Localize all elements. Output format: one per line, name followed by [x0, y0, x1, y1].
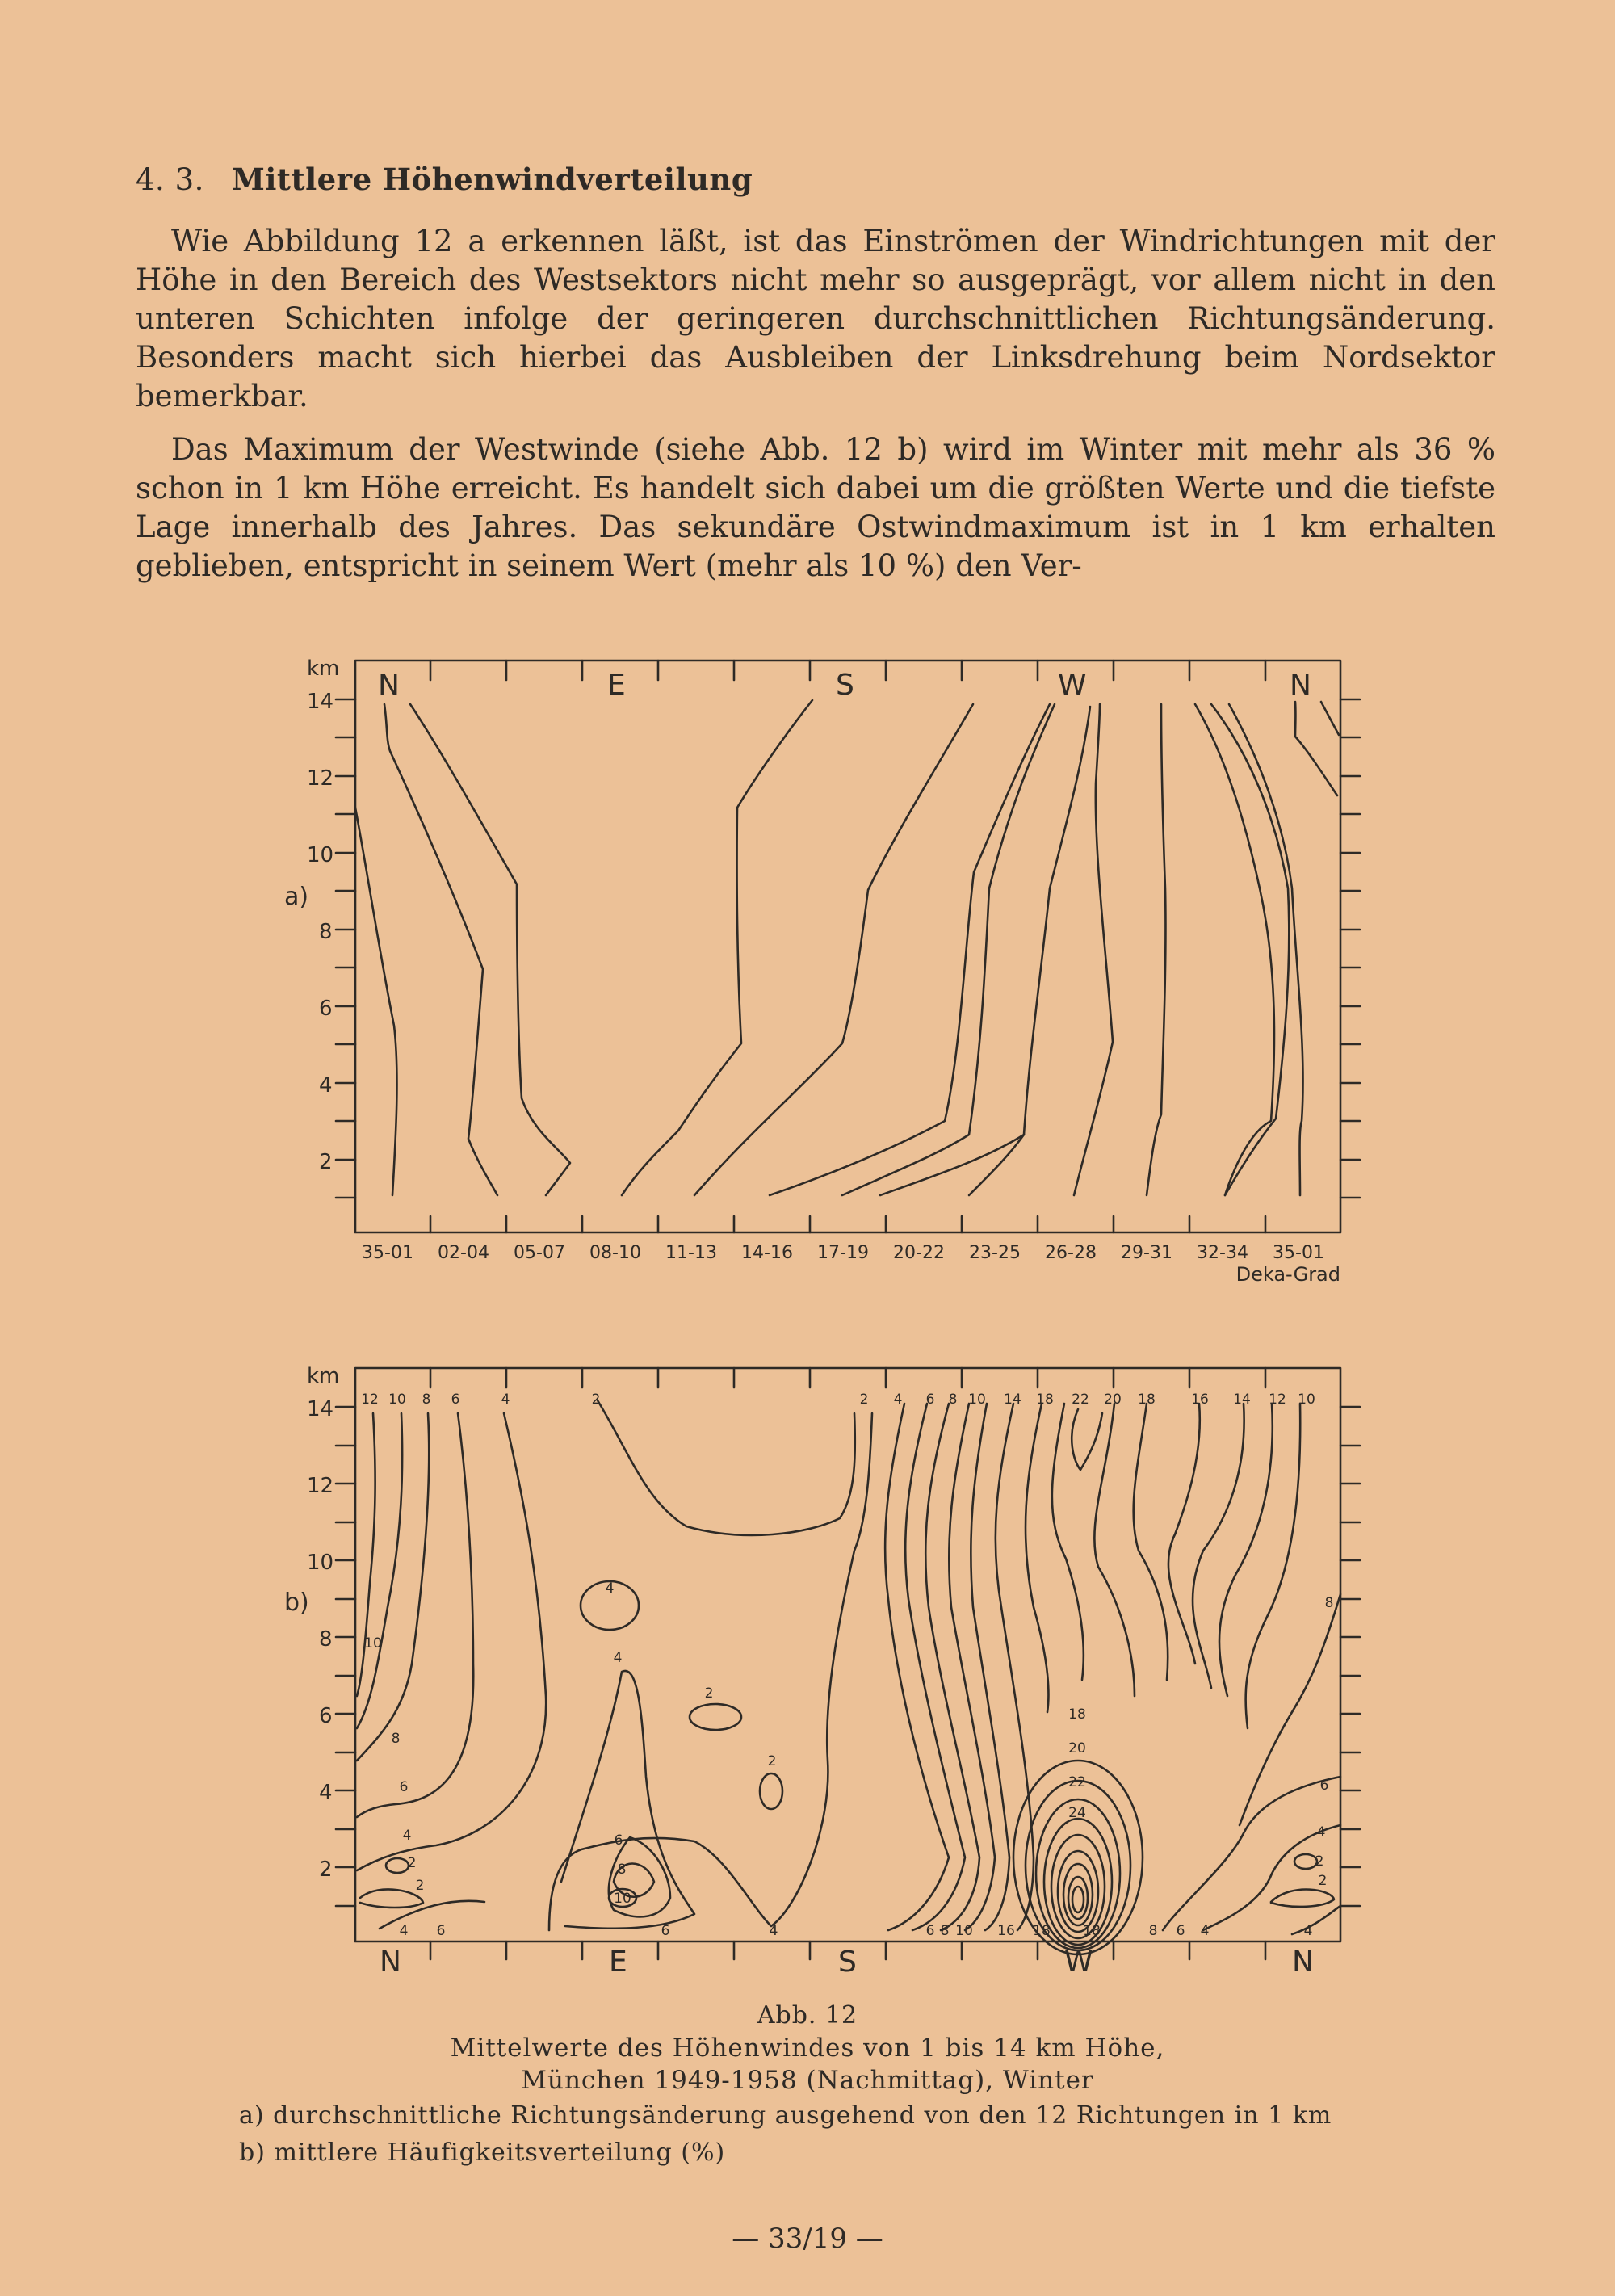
iso-inner-1: 10	[364, 1635, 382, 1652]
panel-a-xcat-11: 29-31	[1121, 1243, 1172, 1263]
panel-a-curves	[355, 700, 1339, 1195]
panel-b-unit: km	[307, 1364, 340, 1388]
panel-b-bottom-N1: N	[380, 1946, 401, 1979]
paragraph-1-text: Wie Abbildung 12 a erkennen läßt, ist das Einströmen der Windrichtungen mit der Höhe in den Bereich des Westsektors nicht mehr so ausgeprägt, vor allem nicht in den unteren Schichten infolge der geringeren durchschnittlichen Richtungsänderung. Besonders macht sich hierbei das Ausbleiben der Linksdrehung beim Nordsektor bemerkbar.	[136, 224, 1495, 413]
panel-a-frame	[355, 661, 1340, 1232]
iso-top-19: 12	[1269, 1391, 1286, 1408]
panel-a-ytick-6: 6	[319, 997, 333, 1021]
panel-a-top-E: E	[607, 669, 626, 702]
panel-a-xcat-1: 35-01	[362, 1243, 413, 1263]
iso-bot-3: 6	[661, 1923, 670, 1939]
iso-bot-13: 4	[1200, 1923, 1210, 1939]
iso-top-15: 20	[1104, 1391, 1122, 1408]
iso-inner-22: 2	[1318, 1873, 1328, 1889]
panel-a-ytick-2: 2	[319, 1150, 333, 1174]
iso-bot-7: 10	[955, 1923, 973, 1939]
iso-inner-11: 6	[614, 1832, 623, 1849]
iso-inner-2: 8	[391, 1731, 401, 1747]
panel-a-xcat-2: 02-04	[438, 1243, 489, 1263]
iso-inner-3: 6	[399, 1779, 409, 1795]
iso-inner-4: 4	[402, 1828, 412, 1844]
panel-b-right-ticks	[1340, 1407, 1360, 1906]
iso-inner-12: 8	[617, 1862, 627, 1878]
figure-caption-item-b: b) mittlere Häufigkeitsverteilung (%)	[239, 2139, 726, 2167]
panel-a-right-ticks	[1340, 699, 1360, 1198]
figure-caption-item-a: a) durchschnittliche Richtungsänderung ausgehend von den 12 Richtungen in 1 km	[239, 2101, 1332, 2130]
panel-a-ytick-12: 12	[307, 766, 334, 791]
iso-top-7: 2	[859, 1391, 869, 1408]
iso-top-2: 10	[388, 1391, 406, 1408]
panel-b-bottom-W: W	[1064, 1946, 1093, 1979]
panel-a-xcat-7: 17-19	[817, 1243, 869, 1263]
panel-b-ytick-14: 14	[307, 1397, 334, 1421]
panel-a-ytick-4: 4	[319, 1073, 333, 1098]
section-number: 4. 3.	[136, 162, 204, 197]
panel-a-x-title: Deka-Grad	[1235, 1263, 1340, 1286]
iso-inner-5: 2	[407, 1855, 417, 1871]
figure-caption-title: Abb. 12	[757, 2001, 858, 2029]
panel-b-ytick-2: 2	[319, 1857, 333, 1882]
iso-inner-18: 8	[1324, 1595, 1334, 1611]
iso-bot-6: 8	[940, 1923, 950, 1939]
panel-b-ytick-8: 8	[319, 1627, 333, 1652]
iso-bot-1: 4	[399, 1923, 409, 1939]
panel-b-isolines	[357, 1400, 1340, 1954]
panel-a-xcat-4: 08-10	[589, 1243, 641, 1263]
panel-a-top-N2: N	[1290, 669, 1311, 702]
iso-bot-9: 18	[1033, 1923, 1051, 1939]
iso-bot-8: 16	[997, 1923, 1015, 1939]
panel-a-ytick-10: 10	[307, 843, 334, 867]
iso-bot-10: 18	[1083, 1923, 1101, 1939]
iso-top-17: 16	[1191, 1391, 1209, 1408]
iso-inner-8: 4	[613, 1650, 623, 1666]
figure-caption-line-2: München 1949-1958 (Nachmittag), Winter	[521, 2066, 1094, 2095]
iso-bot-11: 8	[1148, 1923, 1158, 1939]
iso-inner-15: 20	[1068, 1740, 1086, 1757]
iso-inner-16: 22	[1068, 1774, 1086, 1790]
iso-top-16: 18	[1138, 1391, 1156, 1408]
iso-top-10: 8	[948, 1391, 958, 1408]
iso-top-13: 18	[1036, 1391, 1054, 1408]
panel-a-xcat-10: 26-28	[1045, 1243, 1097, 1263]
section-title: Mittlere Höhenwindverteilung	[231, 162, 753, 197]
iso-inner-10: 2	[767, 1753, 777, 1769]
panel-a-xcat-8: 20-22	[893, 1243, 945, 1263]
panel-a-xcat-12: 32-34	[1197, 1243, 1248, 1263]
panel-b-ytick-6: 6	[319, 1704, 333, 1728]
panel-b-bottom-E: E	[609, 1946, 627, 1979]
panel-a-top-S: S	[836, 669, 854, 702]
iso-inner-6: 2	[415, 1878, 425, 1894]
iso-bot-14: 4	[1303, 1923, 1313, 1939]
iso-inner-19: 6	[1319, 1778, 1329, 1794]
panel-a-unit: km	[307, 657, 340, 681]
iso-inner-13: 10	[614, 1891, 631, 1907]
panel-a-bottom-ticks	[430, 1216, 1265, 1232]
panel-b-y-ticks	[336, 1407, 355, 1906]
panel-a-label: a)	[284, 883, 309, 911]
iso-top-9: 6	[925, 1391, 935, 1408]
panel-a-y-ticks	[336, 699, 355, 1198]
panel-b-bottom-N2: N	[1292, 1946, 1314, 1979]
iso-top-6: 2	[591, 1391, 601, 1408]
iso-top-20: 10	[1298, 1391, 1315, 1408]
iso-top-4: 6	[451, 1391, 460, 1408]
iso-inner-20: 4	[1316, 1824, 1326, 1841]
iso-inner-21: 2	[1315, 1853, 1324, 1870]
iso-top-11: 10	[968, 1391, 986, 1408]
panel-a-xcat-6: 14-16	[741, 1243, 793, 1263]
iso-top-8: 4	[893, 1391, 903, 1408]
iso-bot-4: 4	[769, 1923, 778, 1939]
iso-inner-17: 24	[1068, 1805, 1086, 1821]
iso-top-14: 22	[1072, 1391, 1089, 1408]
iso-top-18: 14	[1233, 1391, 1251, 1408]
panel-a-top-W: W	[1058, 669, 1087, 702]
panel-a-top-N1: N	[378, 669, 400, 702]
panel-b-label: b)	[284, 1589, 309, 1617]
panel-a-xcat-9: 23-25	[969, 1243, 1021, 1263]
iso-inner-7: 4	[605, 1580, 615, 1597]
panel-a-xcat-3: 05-07	[514, 1243, 565, 1263]
panel-a-ytick-8: 8	[319, 920, 333, 944]
figure-caption-line-1: Mittelwerte des Höhenwindes von 1 bis 14 km Höhe,	[450, 2034, 1165, 2063]
iso-top-3: 8	[422, 1391, 431, 1408]
iso-inner-14: 18	[1068, 1706, 1086, 1723]
panel-a-xcat-13: 35-01	[1273, 1243, 1324, 1263]
panel-b-ytick-12: 12	[307, 1474, 334, 1498]
iso-bot-2: 6	[436, 1923, 446, 1939]
panel-b-ytick-10: 10	[307, 1551, 334, 1575]
panel-b-bottom-S: S	[838, 1946, 857, 1979]
paragraph-2-text: Das Maximum der Westwinde (siehe Abb. 12 b) wird im Winter mit mehr als 36 % schon in 1 km Höhe erreicht. Es handelt sich dabei um die größten Werte und die tiefste Lage innerhalb des Jahres. Das sekundäre Ostwindmaximum ist in 1 km erhalten geblieben, entspricht in seinem Wert (mehr als 10 %) den Ver-	[136, 432, 1495, 583]
panel-b-top-ticks	[430, 1368, 1265, 1387]
iso-inner-9: 2	[704, 1685, 714, 1702]
iso-bot-5: 6	[925, 1923, 935, 1939]
iso-top-1: 12	[361, 1391, 379, 1408]
panel-a-ytick-14: 14	[307, 690, 334, 714]
panel-b-ytick-4: 4	[319, 1781, 333, 1805]
page-number: — 33/19 —	[732, 2223, 883, 2255]
iso-top-5: 4	[501, 1391, 510, 1408]
iso-top-12: 14	[1004, 1391, 1021, 1408]
iso-bot-12: 6	[1176, 1923, 1185, 1939]
panel-a-xcat-5: 11-13	[665, 1243, 717, 1263]
